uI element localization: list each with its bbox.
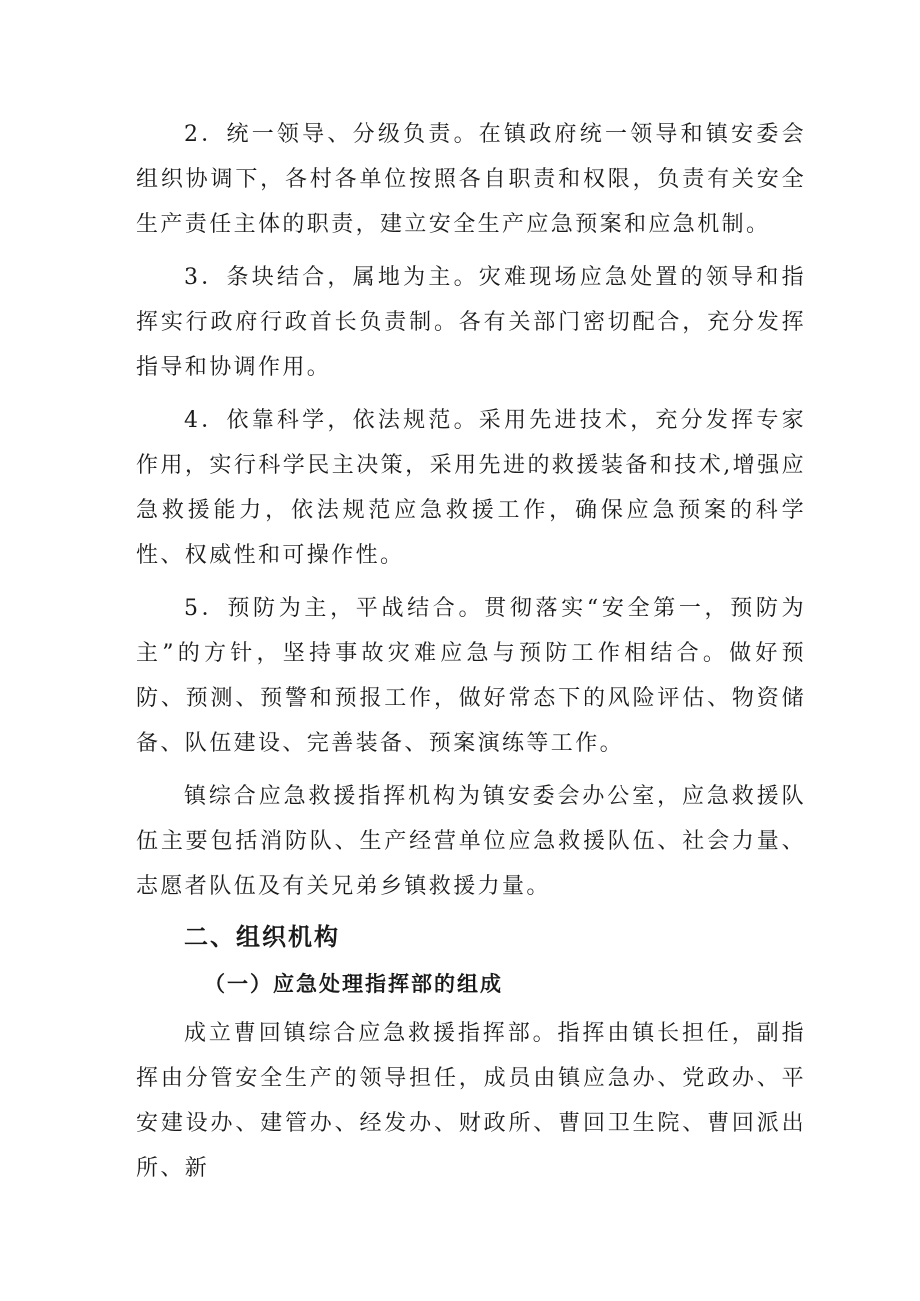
command-structure-paragraph: 镇综合应急救援指挥机构为镇安委会办公室，应急救援队伍主要包括消防队、生产经营单位应急救援队伍、社会力量、志愿者队伍及有关兄弟乡镇救援力量。 <box>136 784 806 899</box>
section-heading: 二、组织机构 <box>184 923 340 951</box>
closing-paragraph: 成立曹回镇综合应急救援指挥部。指挥由镇长担任，副指挥由分管安全生产的领导担任，成员由镇应急办、党政办、平安建设办、建管办、经发办、财政所、曹回卫生院、曹回派出所、新 <box>136 1021 806 1181</box>
document-body <box>136 112 806 1199</box>
subsection-heading: （一）应急处理指挥部的组成 <box>204 971 503 996</box>
principle-paragraph-2: 2．统一领导、分级负责。在镇政府统一领导和镇安委会组织协调下，各村各单位按照各自职责和权限，负责有关安全生产责任主体的职责，建立安全生产应急预案和应急机制。 <box>136 122 806 237</box>
principle-paragraph-5: 5．预防为主，平战结合。贯彻落实“安全第一，预防为主”的方针，坚持事故灾难应急与预防工作相结合。做好预防、预测、预警和预报工作，做好常态下的风险评估、物资储备、队伍建设、完善装备、预案演练等工作。 <box>136 596 806 756</box>
principle-paragraph-3: 3．条块结合，属地为主。灾难现场应急处置的领导和指挥实行政府行政首长负责制。各有关部门密切配合，充分发挥指导和协调作用。 <box>136 265 806 380</box>
principle-paragraph-4: 4．依靠科学，依法规范。采用先进技术，充分发挥专家作用，实行科学民主决策，采用先进的救援装备和技术,增强应急救援能力，依法规范应急救援工作，确保应急预案的科学性、权威性和可操作性。 <box>136 408 806 568</box>
